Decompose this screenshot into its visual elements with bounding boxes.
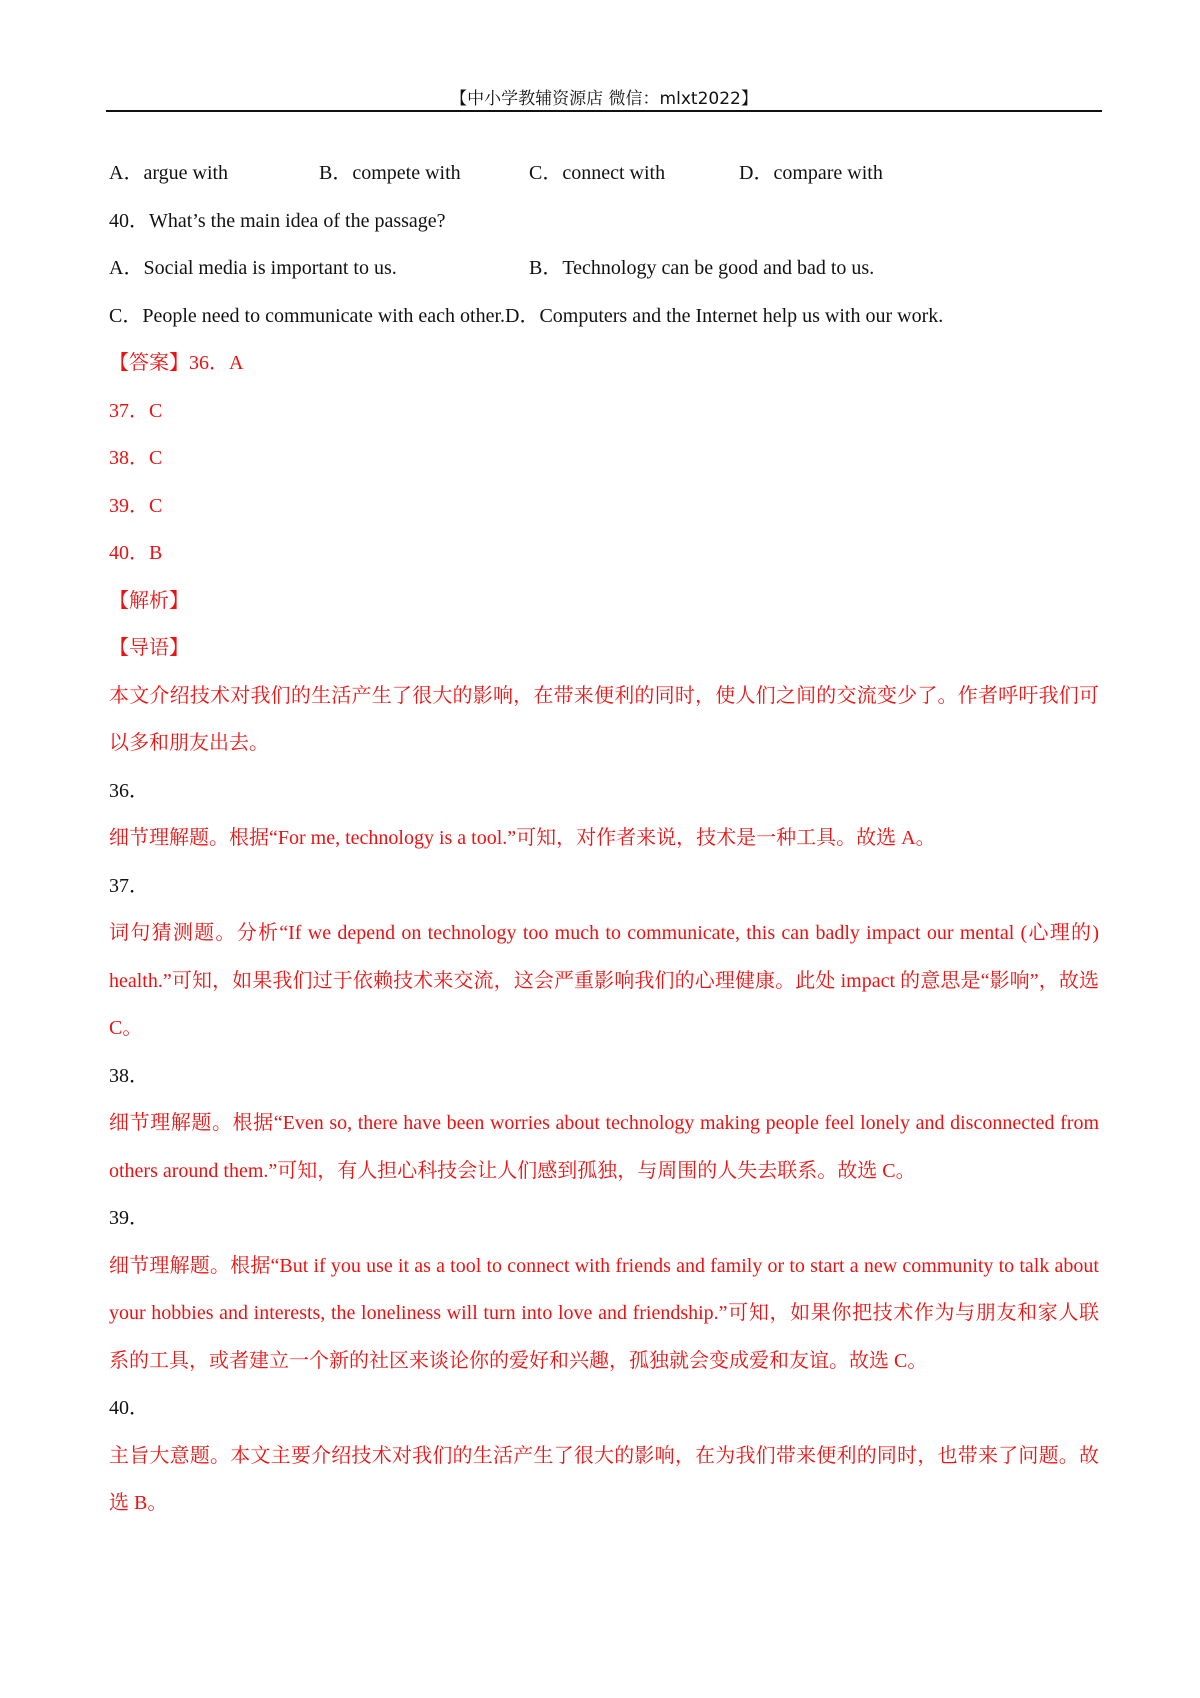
answer-label: 【答案】36．A (109, 352, 244, 374)
q40-option-b: B．Technology can be good and bad to us. (529, 257, 875, 279)
q40-stem: 40．What’s the main idea of the passage? (109, 209, 446, 232)
answer-40: 40．B (109, 542, 163, 564)
answer-39: 39．C (109, 494, 163, 517)
intro-label: 【导语】 (109, 637, 189, 659)
explanation-36-text: 细节理解题。根据“For me, technology is a tool.”可知，对作者来说，技术是一种工具。故选 A。 (109, 827, 936, 849)
q39-option-c: C．connect with (529, 162, 666, 184)
q40-option-a: A．Social media is important to us. (109, 257, 397, 279)
intro-text: 本文介绍技术对我们的生活产生了很大的影响，在带来便利的同时，使人们之间的交流变少了。作者呼吁我们可以多和朋友出去。 (109, 684, 1099, 754)
q39-options-row (109, 150, 1099, 198)
q40-option-c: C．People need to communicate with each other. (109, 304, 505, 327)
explanation-39-text: 细节理解题。根据“But if you use it as a tool to connect with friends and family or to start a new community to talk about your hobbies and interests, the loneliness will turn into love and friendship.”可知，如果你把技术作为与朋友和家人联系的工具，或者建立一个新的社区来谈论你的爱好和兴趣，孤独就会变成爱和友谊。故选 C。 (109, 1254, 1099, 1372)
q40-option-d: D．Computers and the Internet help us with our work. (505, 304, 944, 327)
page-header: 【中小学教辅资源店 微信：mlxt2022】 (450, 89, 758, 109)
q39-option-b: B．compete with (319, 162, 461, 184)
q39-option-a: A．argue with (109, 162, 229, 184)
explanation-40-number: 40． (109, 1397, 149, 1419)
explanation-39-number: 39． (109, 1207, 149, 1229)
answer-37: 37．C (109, 399, 163, 422)
explanation-36-number: 36． (109, 779, 149, 802)
explanation-37-text: 词句猜测题。分析“If we depend on technology too much to communicate, this can badly impact our mental (心理的) health.”可知，如果我们过于依赖技术来交流，这会严重影响我们的心理健康。此处 impact 的意思是“影响”，故选 C。 (109, 922, 1099, 1039)
answer-38: 38．C (109, 447, 163, 469)
analysis-label: 【解析】 (109, 589, 189, 612)
explanation-38-text: 细节理解题。根据“Even so, there have been worries about technology making people feel lonely and disconnected from others around them.”可知，有人担心科技会让人们感到孤独，与周围的人失去联系。故选 C。 (109, 1112, 1099, 1182)
q40-options-row-1 (109, 245, 1099, 293)
q39-option-d: D．compare with (739, 162, 883, 184)
document-body (109, 150, 1099, 1528)
explanation-38-number: 38． (109, 1064, 149, 1087)
q40-options-row-2 (109, 293, 1099, 341)
explanation-37-number: 37． (109, 874, 149, 897)
header-divider (106, 110, 1102, 112)
explanation-40-text: 主旨大意题。本文主要介绍技术对我们的生活产生了很大的影响，在为我们带来便利的同时，也带来了问题。故选 B。 (109, 1444, 1099, 1514)
